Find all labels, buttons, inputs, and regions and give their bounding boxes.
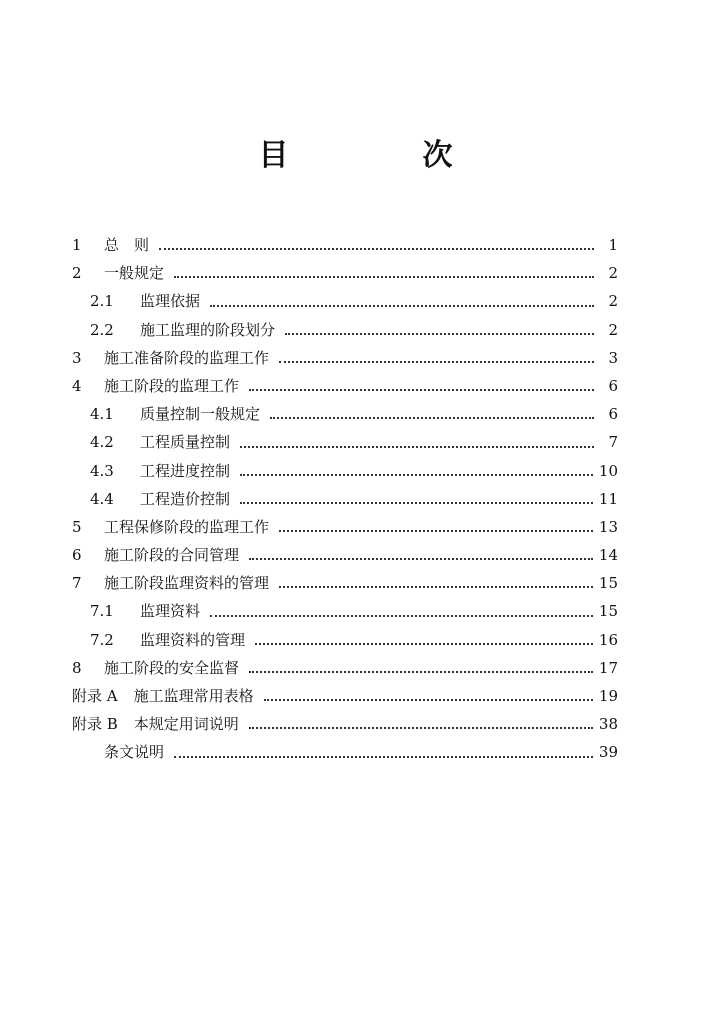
toc-entry-label: 监理资料的管理 <box>140 630 246 649</box>
toc-entry[interactable] <box>72 740 618 768</box>
dot-leader <box>279 586 593 588</box>
toc-entry[interactable] <box>72 571 618 599</box>
dot-leader <box>270 417 594 419</box>
dot-leader <box>174 276 594 278</box>
toc-entry-number: 8 <box>72 658 82 677</box>
toc-entry-page-number: 15 <box>598 574 618 593</box>
toc-entry-page-number: 2 <box>608 264 618 283</box>
toc-entry-page-number: 6 <box>608 405 618 424</box>
dot-leader <box>249 558 593 560</box>
table-of-contents <box>72 233 618 769</box>
toc-entry-label: 一般规定 <box>104 264 165 283</box>
toc-entry-page-number: 7 <box>608 433 618 452</box>
toc-entry[interactable] <box>72 261 618 289</box>
toc-entry[interactable] <box>72 599 618 627</box>
toc-entry-label: 施工阶段的监理工作 <box>104 376 240 395</box>
dot-leader <box>249 671 593 673</box>
toc-entry-page-number: 15 <box>598 602 618 621</box>
toc-entry-page-number: 16 <box>598 630 618 649</box>
toc-entry-label: 条文说明 <box>104 743 165 762</box>
toc-entry[interactable] <box>72 430 618 458</box>
toc-entry[interactable] <box>72 543 618 571</box>
toc-entry-label: 总 则 <box>104 236 150 254</box>
dot-leader <box>210 615 593 617</box>
toc-entry[interactable] <box>72 318 618 346</box>
toc-entry-page-number: 38 <box>598 715 618 734</box>
toc-entry-number: 6 <box>72 546 82 565</box>
toc-entry[interactable] <box>72 684 618 712</box>
toc-entry[interactable] <box>72 459 618 487</box>
toc-entry-page-number: 11 <box>598 489 618 508</box>
toc-entry-page-number: 14 <box>598 546 618 565</box>
toc-entry-number: 3 <box>72 348 82 367</box>
toc-entry[interactable] <box>72 712 618 740</box>
page-title: 目 次 <box>258 138 505 173</box>
toc-entry-number: 7 <box>72 574 82 593</box>
toc-entry-label: 监理资料 <box>140 602 201 621</box>
toc-entry-label: 施工监理的阶段划分 <box>140 320 276 339</box>
toc-entry-page-number: 6 <box>608 376 618 395</box>
dot-leader <box>279 530 593 532</box>
toc-entry-label: 工程保修阶段的监理工作 <box>104 517 270 536</box>
toc-entry-page-number: 10 <box>598 461 618 480</box>
toc-entry-number: 7.2 <box>90 630 114 649</box>
toc-entry-number: 附录 A <box>72 687 118 705</box>
toc-entry-number: 4.2 <box>90 433 114 452</box>
toc-entry-page-number: 19 <box>598 687 618 705</box>
toc-entry[interactable] <box>72 289 618 317</box>
dot-leader <box>285 333 594 335</box>
dot-leader <box>240 474 593 476</box>
toc-entry-label: 质量控制一般规定 <box>140 405 261 424</box>
toc-entry[interactable] <box>72 487 618 515</box>
toc-entry-label: 本规定用词说明 <box>133 715 239 734</box>
toc-entry-label: 工程进度控制 <box>140 461 231 480</box>
toc-entry-page-number: 39 <box>598 743 618 762</box>
toc-entry-number: 2.2 <box>90 320 114 339</box>
toc-entry-label: 工程质量控制 <box>140 433 231 452</box>
dot-leader <box>240 446 594 448</box>
dot-leader <box>249 389 594 391</box>
toc-entry-number: 附录 B <box>72 715 118 734</box>
dot-leader <box>279 361 594 363</box>
toc-entry[interactable] <box>72 656 618 684</box>
toc-entry[interactable] <box>72 374 618 402</box>
toc-entry-number: 4.3 <box>90 461 114 480</box>
toc-entry-page-number: 17 <box>598 658 618 677</box>
toc-entry-label: 施工阶段监理资料的管理 <box>104 574 270 593</box>
toc-entry-number: 1 <box>72 236 82 254</box>
toc-entry-label: 监理依据 <box>140 292 201 311</box>
toc-entry-page-number: 2 <box>608 320 618 339</box>
toc-entry-number: 2 <box>72 264 82 283</box>
toc-entry[interactable] <box>72 515 618 543</box>
dot-leader <box>174 756 593 758</box>
dot-leader <box>240 502 593 504</box>
dot-leader <box>249 727 593 729</box>
toc-entry-number: 7.1 <box>90 602 114 621</box>
toc-entry-label: 施工阶段的合同管理 <box>104 546 240 565</box>
dot-leader <box>255 643 593 645</box>
toc-entry-page-number: 2 <box>608 292 618 311</box>
dot-leader <box>264 699 593 701</box>
toc-entry-number: 4.4 <box>90 489 114 508</box>
toc-entry-page-number: 3 <box>608 348 618 367</box>
toc-entry[interactable] <box>72 628 618 656</box>
toc-entry-label: 施工准备阶段的监理工作 <box>104 348 270 367</box>
toc-entry[interactable] <box>72 233 618 261</box>
toc-entry-page-number: 1 <box>608 236 618 254</box>
toc-entry[interactable] <box>72 402 618 430</box>
toc-entry-number: 2.1 <box>90 292 114 311</box>
toc-entry[interactable] <box>72 346 618 374</box>
toc-entry-label: 施工监理常用表格 <box>133 687 254 705</box>
dot-leader <box>210 305 594 307</box>
toc-entry-number: 4 <box>72 376 82 395</box>
toc-entry-number: 5 <box>72 517 82 536</box>
toc-entry-label: 施工阶段的安全监督 <box>104 658 240 677</box>
toc-entry-number: 4.1 <box>90 405 114 424</box>
toc-entry-label: 工程造价控制 <box>140 489 231 508</box>
dot-leader <box>159 248 594 250</box>
toc-entry-page-number: 13 <box>598 517 618 536</box>
